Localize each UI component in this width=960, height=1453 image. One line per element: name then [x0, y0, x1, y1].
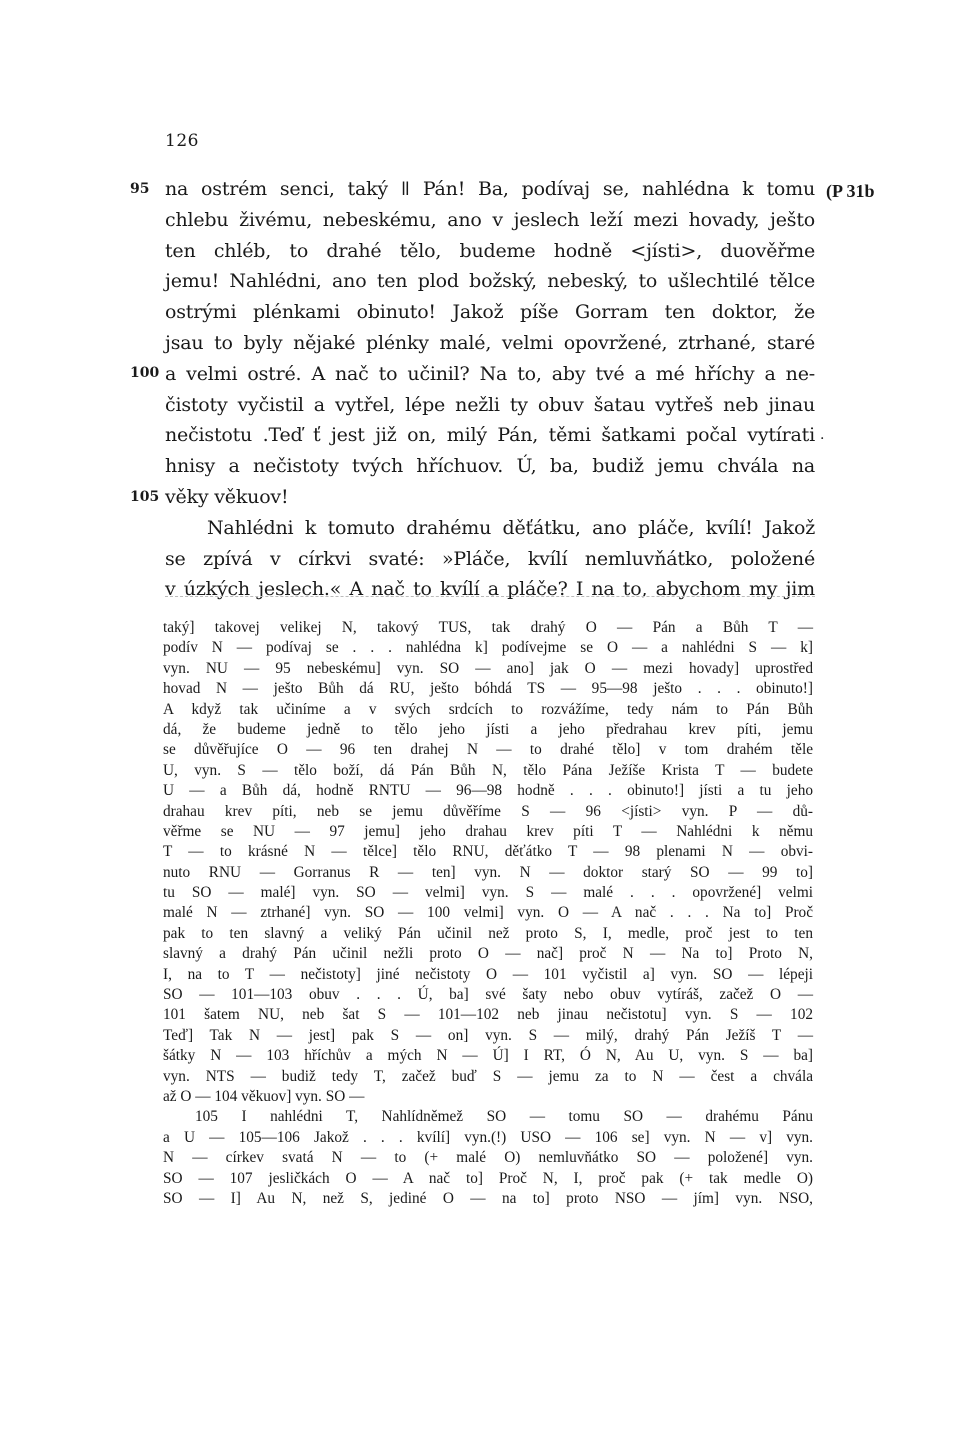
apparatus-line: vyn. NU — 95 nebeskému] vyn. SO — ano] jak O — mezi hovady] uprostřed [163, 659, 813, 677]
apparatus-line: SO — 101—103 obuv . . . Ú, ba] své šaty nebo obuv vytíráš, začež O — [163, 986, 813, 1004]
line-number: 95 [130, 181, 150, 197]
apparatus-line: I, na to T — nečistoty] jiné nečistoty O — 101 vyčistil a] vyn. SO — lépeji [163, 965, 813, 983]
apparatus-line: vyn. NTS — budiž tedy T, začež buď S — jemu za to N — čest a chvála [163, 1067, 813, 1085]
page-number: 126 [165, 131, 199, 151]
apparatus-line: SO — 107 jesličkách O — A nač to] Proč N, I, proč pak (+ tak medle O) [163, 1169, 813, 1187]
footnote-separator [165, 596, 815, 597]
main-text-line: Nahlédni k tomuto drahému děťátku, ano pláče, kvílí! Jakož [207, 516, 815, 539]
main-text-line: hnisy a nečistoty tvých hříchuov. Ú, ba, budiž jemu chvála na [165, 455, 815, 478]
apparatus-line: U — a Bůh dá, hodně RNTU — 96—98 hodně . . . obinuto!] jísti a tu jeho [163, 782, 813, 800]
apparatus-line: hovad N — ješto Bůh dá RU, ješto bóhdá TS — 95—98 ješto . . . obinuto!] [163, 680, 813, 698]
apparatus-line: 105 I nahlédni T, Nahlídněmež SO — tomu SO — drahému Pánu [195, 1108, 813, 1126]
apparatus-line: pak to ten slavný a veliký Pán učinil než proto S, I, medle, proč jest to ten [163, 924, 813, 942]
apparatus-line: N — církev svatá N — to (+ malé O) nemluvňátko SO — položené] vyn. [163, 1149, 813, 1167]
apparatus-line: šátky N — 103 hříchův a mých N — Ú] I RT, Ó N, Au U, vyn. S — ba] [163, 1047, 813, 1065]
apparatus-line: taký] takovej velikej N, takový TUS, tak drahý O — Pán a Bůh T — [163, 619, 813, 636]
apparatus-line: věřme se NU — 97 jemu] jeho drahau krev píti T — Nahlédni k němu [163, 822, 813, 840]
margin-dot: · [820, 431, 825, 447]
apparatus-line: A když tak učiníme a v svých srdcích to rozvážíme, tedy nám to Pán Bůh [163, 700, 813, 718]
line-number: 100 [130, 365, 160, 381]
apparatus-line: malé N — ztrhané] vyn. SO — 100 velmi] vyn. O — A nač . . . Na to] Proč [163, 904, 813, 922]
apparatus-line: T — to krásné N — tělce] tělo RNU, děťátko T — 98 plenami N — obvi- [163, 843, 813, 861]
apparatus-line: slavný a drahý Pán učinil nežli proto O — nač] proč N — Na to] Proto N, [163, 945, 813, 963]
apparatus-line: nuto RNU — Gorranus R — ten] vyn. N — doktor starý SO — 99 to] [163, 863, 813, 881]
main-text-line: a velmi ostré. A nač to učinil? Na to, aby tvé a mé hříchy a ne- [165, 362, 815, 385]
main-text-line: chlebu živému, nebeskému, ano v jeslech leží mezi hovady, ješto [165, 208, 815, 231]
critical-apparatus [163, 618, 813, 1209]
apparatus-line: U, vyn. S — tělo boží, dá Pán Bůh N, tělo Pána Ježíše Krista T — budete [163, 761, 813, 779]
apparatus-line: 101 šatem NU, neb šat S — 101—102 neb jinau nečistotu] vyn. S — 102 [163, 1006, 813, 1024]
apparatus-line: až O — 104 věkuov] vyn. SO — [163, 1087, 365, 1105]
line-number: 105 [130, 489, 160, 505]
apparatus-line: dá, že budeme jedně to tělo jeho jísti a jeho předrahau krev píti, jemu [163, 720, 813, 738]
apparatus-line: podív N — podívaj se . . . nahlédna k] podívejme se O — a nahlédni S — k] [163, 639, 813, 657]
apparatus-line: Teď] Tak N — jest] pak S — on] vyn. S — milý, drahý Pán Ježíš T — [163, 1026, 813, 1044]
main-text-line: čistoty vyčistil a vytřel, lépe nežli ty obuv šatau vytřeš neb jinau [165, 393, 815, 416]
main-text-line: ostrými plénkami obinuto! Jakož píše Gorram ten doktor, že [165, 301, 815, 324]
apparatus-line: a U — 105—106 Jakož . . . kvílí] vyn.(!) USO — 106 se] vyn. N — v] vyn. [163, 1128, 813, 1146]
apparatus-line: drahau krev píti, neb se jemu důvěříme S — 96 <jísti> vyn. P — dů- [163, 802, 813, 820]
main-text-line: na ostrém senci, taký ǁ Pán! Ba, podívaj se, nahlédna k tomu [165, 178, 815, 200]
margin-reference: (P 31b [826, 181, 875, 201]
apparatus-line: tu SO — malé] vyn. SO — velmi] vyn. S — malé . . . opovržené] velmi [163, 884, 813, 902]
main-text [165, 174, 815, 605]
main-text-line: se zpívá v církvi svaté: »Pláče, kvílí nemluvňátko, položené [165, 547, 815, 570]
apparatus-line: SO — I] Au N, než S, jediné O — na to] proto NSO — jím] vyn. NSO, [163, 1189, 813, 1207]
main-text-line: nečistotu .Teď ť jest již on, milý Pán, těmi šatkami počal vytírati [165, 424, 815, 447]
main-text-line: věky věkuov! [165, 485, 289, 508]
apparatus-line: se důvěřujíce O — 96 ten drahej N — to drahé tělo] v tom drahém těle [163, 741, 813, 759]
main-text-line: v úzkých jeslech.« A nač to kvílí a pláče? I na to, abychom my jim [165, 578, 815, 601]
main-text-line: jemu! Nahlédni, ano ten plod božský, nebeský, to ušlechtilé tělce [165, 270, 815, 293]
main-text-line: jsau to byly nějaké plénky malé, velmi opovržené, ztrhané, staré [165, 331, 815, 354]
main-text-line: ten chléb, to drahé tělo, budeme hodně <jísti>, duověřme [165, 239, 815, 262]
